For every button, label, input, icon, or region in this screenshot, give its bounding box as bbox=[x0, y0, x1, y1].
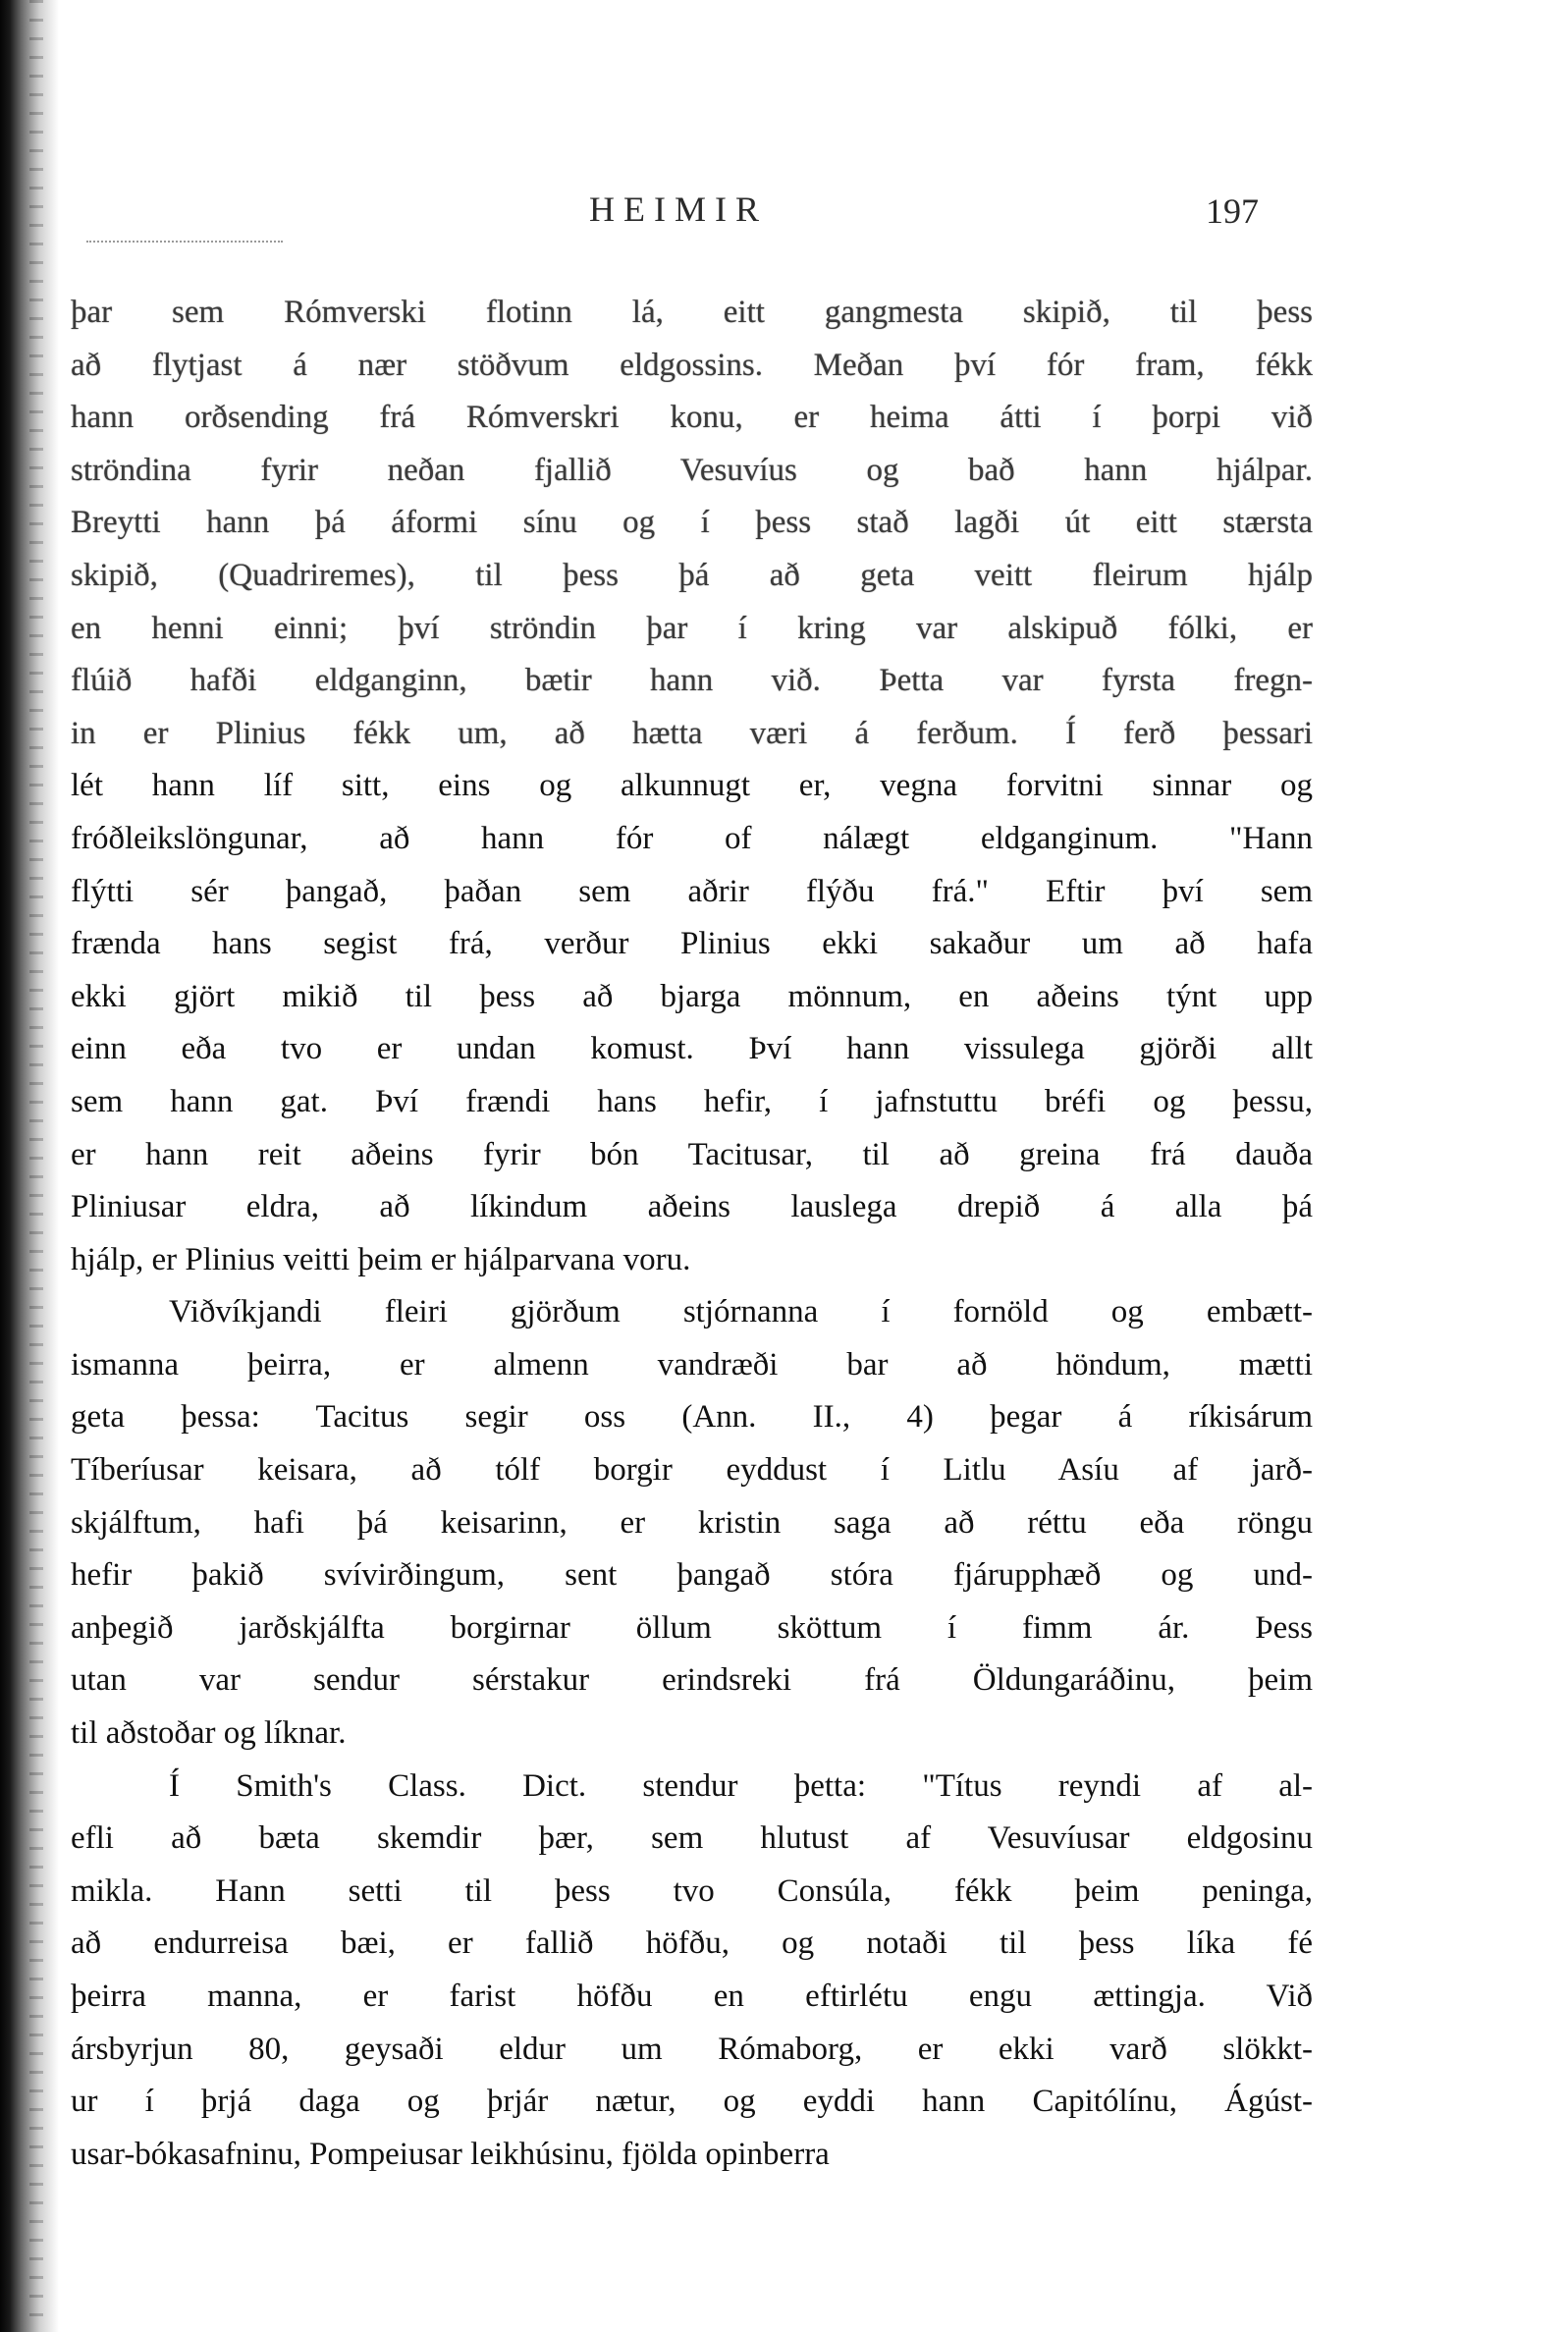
text-line: ársbyrjun 80, geysaði eldur um Rómaborg, er ekki varð slökkt- bbox=[71, 2031, 1313, 2067]
paragraph bbox=[71, 287, 1313, 1286]
text-line: Í Smith's Class. Dict. stendur þetta: "Títus reyndi af al- bbox=[169, 1767, 1313, 1804]
text-line: flúið hafði eldganginn, bætir hann við. Þetta var fyrsta fregn- bbox=[71, 663, 1313, 699]
page-number: 197 bbox=[1206, 191, 1259, 231]
body-text bbox=[71, 287, 1313, 2181]
text-line: skipið, (Quadriremes), til þess þá að geta veitt fleirum hjálp bbox=[71, 557, 1313, 593]
text-line: flýtti sér þangað, þaðan sem aðrir flýðu frá." Eftir því sem bbox=[71, 873, 1313, 909]
text-line: fróðleikslöngunar, að hann fór of nálægt eldganginum. "Hann bbox=[71, 820, 1313, 856]
paragraph bbox=[71, 1286, 1313, 1760]
text-line: ströndina fyrir neðan fjallið Vesuvíus og bað hann hjálpar. bbox=[71, 452, 1313, 488]
running-title: HEIMIR bbox=[589, 190, 768, 229]
text-line: til aðstoðar og líknar. bbox=[71, 1715, 347, 1752]
text-line: hefir þakið svívirðingum, sent þangað stóra fjárupphæð og und- bbox=[71, 1557, 1313, 1594]
text-line: hann orðsending frá Rómverskri konu, er heima átti í þorpi við bbox=[71, 400, 1313, 436]
text-line: efli að bæta skemdir þær, sem hlutust af Vesuvíusar eldgosinu bbox=[71, 1820, 1313, 1857]
text-line: sem hann gat. Því frændi hans hefir, í jafnstuttu bréfi og þessu, bbox=[71, 1083, 1313, 1119]
text-line: ekki gjört mikið til þess að bjarga mönnum, en aðeins týnt upp bbox=[71, 978, 1313, 1014]
text-line: einn eða tvo er undan komust. Því hann vissulega gjörði allt bbox=[71, 1031, 1313, 1067]
text-line: Breytti hann þá áformi sínu og í þess stað lagði út eitt stærsta bbox=[71, 505, 1313, 541]
header-rule bbox=[86, 241, 283, 243]
text-line: er hann reit aðeins fyrir bón Tacitusar, til að greina frá dauða bbox=[71, 1136, 1313, 1172]
paragraph bbox=[71, 1761, 1313, 2182]
text-line: þar sem Rómverski flotinn lá, eitt gangmesta skipið, til þess bbox=[71, 295, 1313, 330]
text-line: lét hann líf sitt, eins og alkunnugt er, vegna forvitni sinnar og bbox=[71, 768, 1313, 804]
text-line: utan var sendur sérstakur erindsreki frá Öldungaráðinu, þeim bbox=[71, 1662, 1313, 1699]
text-line: að flytjast á nær stöðvum eldgossins. Meðan því fór fram, fékk bbox=[71, 347, 1313, 383]
running-head bbox=[0, 189, 1568, 238]
text-line: frænda hans segist frá, verður Plinius ekki sakaður um að hafa bbox=[71, 926, 1313, 962]
text-line: Tíberíusar keisara, að tólf borgir eyddust í Litlu Asíu af jarð- bbox=[71, 1452, 1313, 1489]
text-line: Pliniusar eldra, að líkindum aðeins lauslega drepið á alla þá bbox=[71, 1189, 1313, 1225]
text-line: að endurreisa bæi, er fallið höfðu, og notaði til þess líka fé bbox=[71, 1925, 1313, 1962]
text-line: in er Plinius fékk um, að hætta væri á ferðum. Í ferð þessari bbox=[71, 715, 1313, 751]
text-line: geta þessa: Tacitus segir oss (Ann. II., 4) þegar á ríkisárum bbox=[71, 1399, 1313, 1436]
text-line: Viðvíkjandi fleiri gjörðum stjórnanna í fornöld og embætt- bbox=[169, 1294, 1313, 1330]
text-line: ismanna þeirra, er almenn vandræði bar að höndum, mætti bbox=[71, 1346, 1313, 1383]
binding-speckle bbox=[29, 0, 43, 2332]
text-line: mikla. Hann setti til þess tvo Consúla, fékk þeim peninga, bbox=[71, 1872, 1313, 1909]
text-line: skjálftum, hafi þá keisarinn, er kristin saga að réttu eða röngu bbox=[71, 1504, 1313, 1541]
text-line: anþegið jarðskjálfta borgirnar öllum sköttum í fimm ár. Þess bbox=[71, 1609, 1313, 1646]
text-line: ur í þrjá daga og þrjár nætur, og eyddi hann Capitólínu, Ágúst- bbox=[71, 2084, 1313, 2120]
text-line: hjálp, er Plinius veitti þeim er hjálparvana voru. bbox=[71, 1241, 691, 1277]
text-line: en henni einni; því ströndin þar í kring var alskipuð fólki, er bbox=[71, 610, 1313, 646]
text-line: þeirra manna, er farist höfðu en eftirlétu engu ættingja. Við bbox=[71, 1979, 1313, 2014]
text-line: usar-bókasafninu, Pompeiusar leikhúsinu, fjölda opinberra bbox=[71, 2136, 830, 2172]
